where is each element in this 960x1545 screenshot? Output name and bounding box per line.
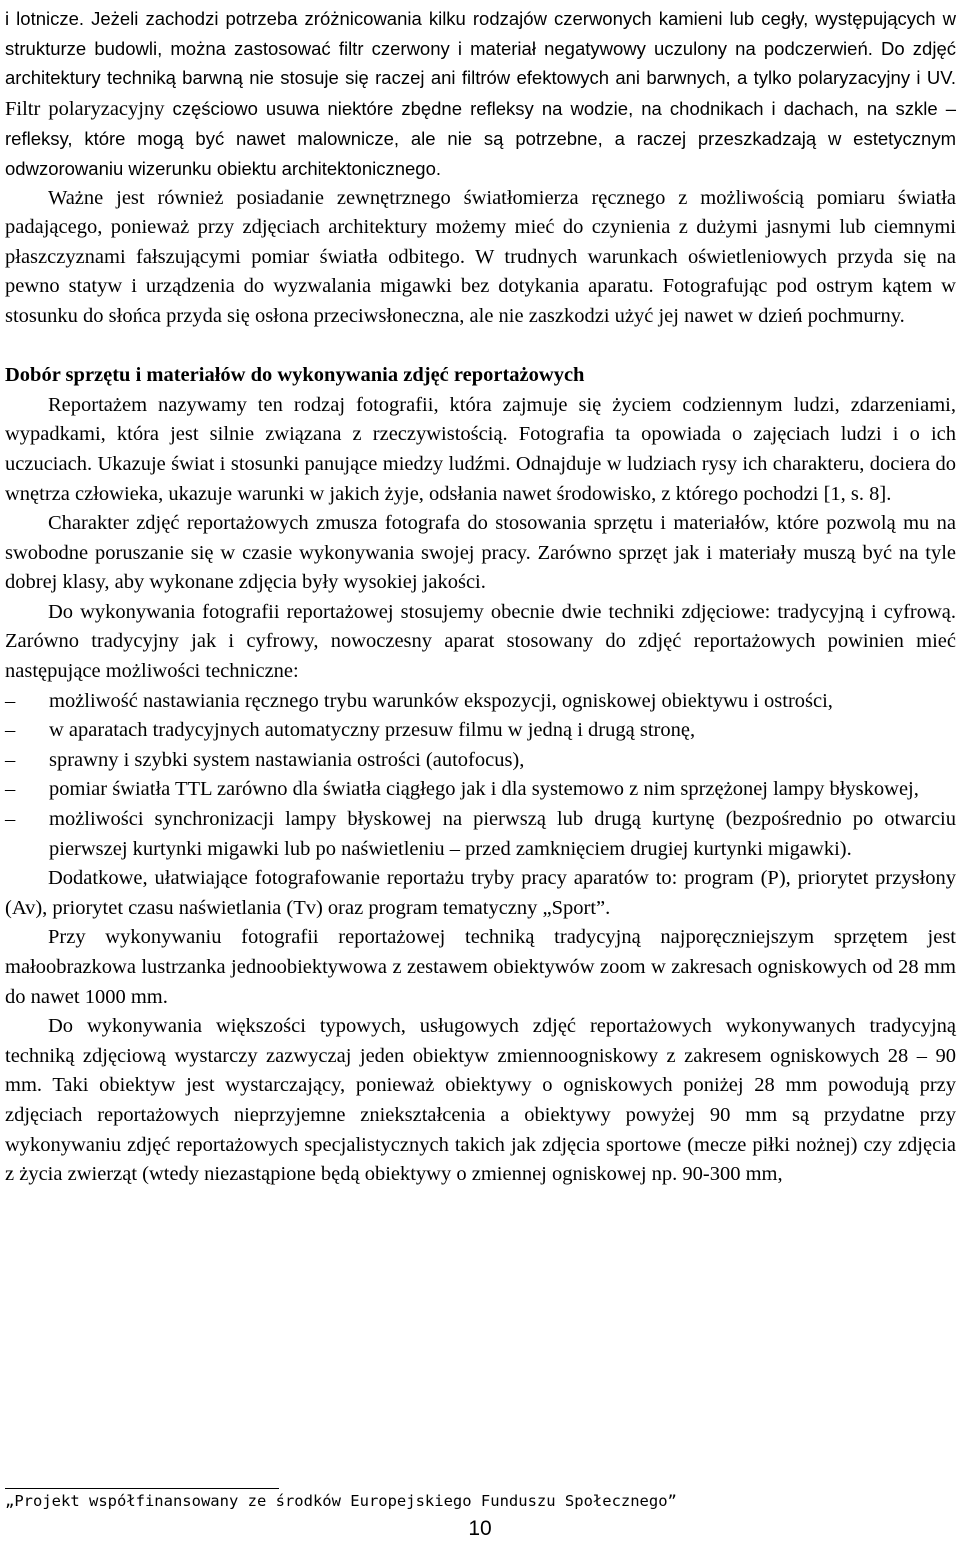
- list-item-text: możliwość nastawiania ręcznego trybu warunków ekspozycji, ogniskowej obiektywu i ostrości,: [49, 689, 833, 712]
- paragraph-zoom-lens: Do wykonywania większości typowych, usługowych zdjęć reportażowych wykonywanych tradycyjną techniką zdjęciową wystarczy zazwyczaj jeden obiektyw zmiennoogniskowy z zakresem ogniskowych 28 – 90 mm. Taki obiektyw jest wystarczający, ponieważ obiektywy o ogniskowych poniżej 28 mm powodują przy zdjęciach reportażowych nieprzyjemne zniekształcenia a obiektywy powyżej 90 mm są przydatne przy wykonywaniu zdjęć reportażowych specjalistycznych takich jak zdjęcia sportowe (mecze piłki nożnej) czy zdjęcia z życia zwierząt (wtedy niezastąpione będą obiektywy o zmiennej ogniskowej np. 90-300 mm,: [5, 1015, 956, 1186]
- text-run-sans-1: i lotnicze. Jeżeli zachodzi potrzeba zróżnicowania kilku rodzajów czerwonych kamieni lub cegły, występujących w strukturze budowli, można zastosować filtr czerwony i materiał negatywowy uczulony na podczerwień. Do zdjęć architektury techniką barwną nie stosuje się raczej ani filtrów efektowych ani barwnych, a tylko polaryzacyjny i UV.: [5, 8, 956, 89]
- dash-bullet: –: [5, 748, 16, 771]
- paragraph-techniques: Do wykonywania fotografii reportażowej stosujemy obecnie dwie techniki zdjęciowe: tradycyjną i cyfrową. Zarówno tradycyjny jak i cyfrowy, nowoczesny aparat stosowany do zdjęć reportażowych powinien mieć następujące możliwości techniczne:: [5, 600, 956, 683]
- paragraph-reportage-definition: Reportażem nazywamy ten rodzaj fotografii, która zajmuje się życiem codziennym ludzi, zdarzeniami, wypadkami, która jest silnie związana z rzeczywistością. Fotografia ta opowiada o zajęciach ludzi i o ich uczuciach. Ukazuje świat i stosunki panujące miedzy ludźmi. Odnajduje w ludziach rysy ich charakteru, dociera do wnętrza człowieka, ukazuje warunki w jakich żyje, odsłania nawet środowisko, z którego pochodzi [1, s. 8].: [5, 393, 956, 505]
- paragraph-light-meter: Ważne jest również posiadanie zewnętrznego światłomierza ręcznego z możliwością pomiaru światła padającego, ponieważ przy zdjęciach architektury możemy mieć do czynienia z dużymi jasnymi lub ciemnymi płaszczyznami fałszującymi pomiar światła odbitego. W trudnych warunkach oświetleniowych przyda się na pewno statyw i urządzenia do wyzwalania migawki bez dotykania aparatu. Fotografując pod ostrym kątem w stosunku do słońca przyda się osłona przeciwsłoneczna, ale nie zaszkodzi użyć jej nawet w dzień pochmurny.: [5, 186, 956, 327]
- list-item: [5, 775, 956, 805]
- dash-bullet: –: [5, 689, 16, 712]
- page-number: 10: [468, 1517, 492, 1540]
- paragraph-slr-equipment: Przy wykonywaniu fotografii reportażowej techniką tradycyjną najporęczniejszym sprzętem jest małoobrazkowa lustrzanka jednoobiektywowa z zestawem obiektywów zoom w zakresach ogniskowych od 28 mm do nawet 1000 mm.: [5, 926, 956, 1008]
- section-heading: Dobór sprzętu i materiałów do wykonywania zdjęć reportażowych: [5, 364, 585, 387]
- list-item-text: w aparatach tradycyjnych automatyczny przesuw filmu w jedną i drugą stronę,: [49, 719, 696, 742]
- text-run-sans-2: częściowo usuwa niektóre zbędne refleksy na wodzie, na chodnikach i dachach, na szkle – refleksy, które mogą być nawet malownicze, ale nie są potrzebne, a raczej przeszkadzają w estetycznym odwzorowaniu wizerunku obiektu architektonicznego.: [5, 97, 956, 179]
- list-item-text: pomiar światła TTL zarówno dla światła ciągłego jak i dla systemowo z nim sprzężonej lampy błyskowej,: [49, 778, 919, 801]
- paragraph-shooting-modes: Dodatkowe, ułatwiające fotografowanie reportażu tryby pracy aparatów to: program (P), priorytet przysłony (Av), priorytet czasu naświetlania (Tv) oraz program tematyczny „Sport”.: [5, 867, 956, 919]
- list-item: [5, 805, 956, 864]
- list-item-text: sprawny i szybki system nastawiania ostrości (autofocus),: [49, 748, 525, 771]
- list-item: [5, 716, 956, 746]
- list-item: [5, 746, 956, 776]
- paragraph-reportage-character: Charakter zdjęć reportażowych zmusza fotografa do stosowania sprzętu i materiałów, które pozwolą mu na swobodne poruszanie się w czasie wykonywania swojej pracy. Zarówno sprzęt jak i materiały muszą być na tyle dobrej klasy, aby wykonane zdjęcia były wysokiej jakości.: [5, 512, 956, 594]
- dash-bullet: –: [5, 808, 16, 831]
- list-item: [5, 687, 956, 717]
- spacer: [5, 332, 956, 362]
- dash-bullet: –: [5, 719, 16, 742]
- text-run-serif: Filtr polaryzacyjny: [5, 97, 165, 120]
- paragraph-architecture-filters: [5, 4, 956, 184]
- document-body: [5, 4, 956, 1190]
- camera-features-list: [5, 687, 956, 865]
- list-item-text: możliwości synchronizacji lampy błyskowej na pierwszą lub drugą kurtynę (bezpośrednio po otwarciu pierwszej kurtynki migawki lub po naświetleniu – przed zamknięciem drugiej kurtynki migawki).: [49, 808, 956, 860]
- footer-funding-note: „Projekt współfinansowany ze środków Europejskiego Funduszu Społecznego”: [5, 1492, 677, 1510]
- dash-bullet: –: [5, 778, 16, 801]
